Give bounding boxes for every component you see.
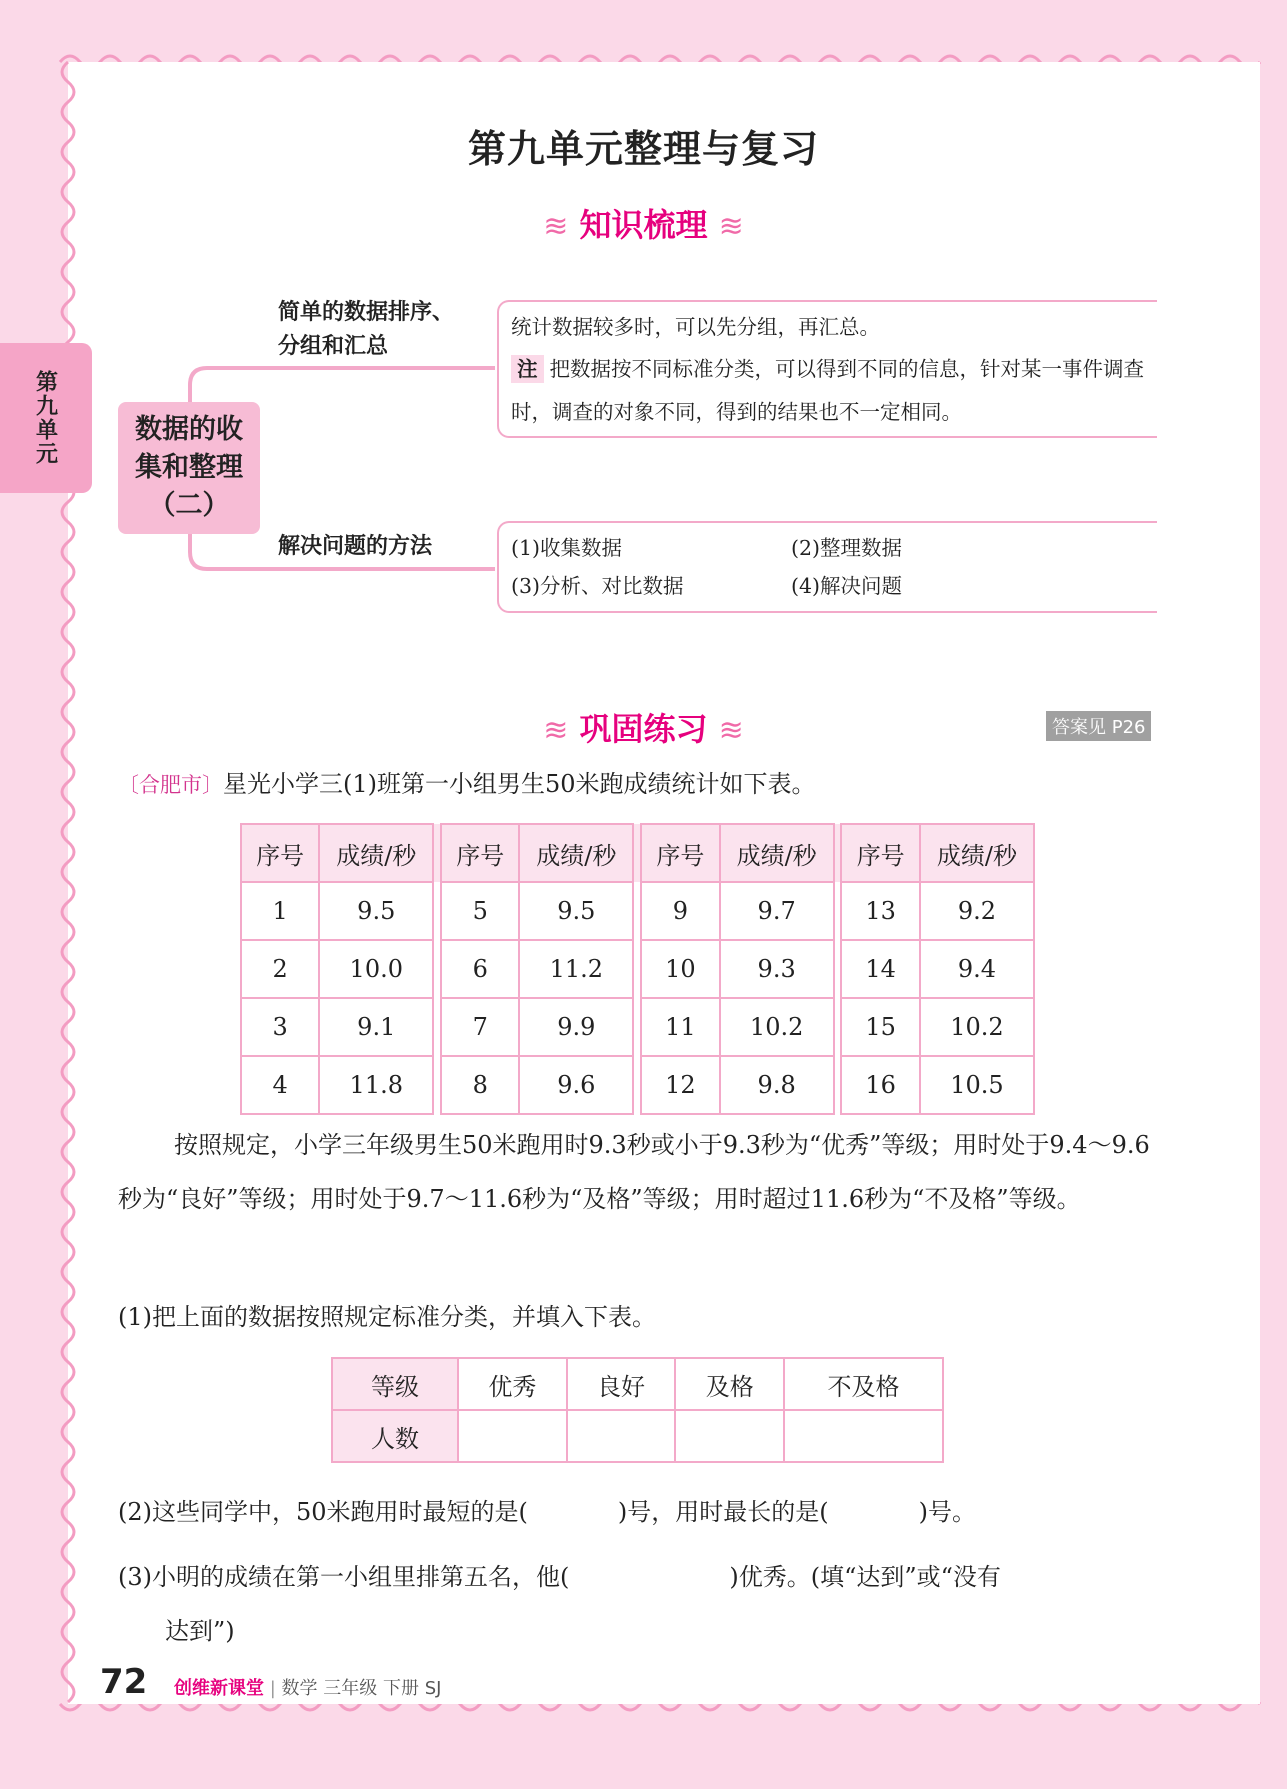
wave-left-icon: ≋ xyxy=(543,209,569,244)
question-2 xyxy=(118,1485,976,1539)
table-row xyxy=(241,940,1034,998)
cell-score: 9.5 xyxy=(519,882,633,940)
header-cell: 序号 xyxy=(441,824,519,882)
steps-row-1 xyxy=(511,529,1157,567)
grade-cell: 优秀 xyxy=(458,1358,567,1410)
question-1: (1)把上面的数据按照规定标准分类，并填入下表。 xyxy=(118,1303,656,1331)
info-note-text: 把数据按不同标准分类，可以得到不同的信息，针对某一事件调查时，调查的对象不同，得到的结果也不一定相同。 xyxy=(511,357,1144,424)
question-intro-text: 星光小学三(1)班第一小组男生50米跑成绩统计如下表。 xyxy=(223,770,816,798)
wave-right-icon: ≋ xyxy=(718,209,744,244)
topic-box xyxy=(118,402,260,534)
cell-score: 9.7 xyxy=(720,882,834,940)
grade-table xyxy=(331,1357,944,1463)
note-tag: 注 xyxy=(511,355,544,383)
cell-score: 11.2 xyxy=(519,940,633,998)
cell-score: 10.2 xyxy=(920,998,1034,1056)
knowledge-heading-text: 知识梳理 xyxy=(579,206,708,244)
wave-right-icon: ≋ xyxy=(718,713,744,748)
grade-table-row-counts xyxy=(332,1410,943,1462)
table-row xyxy=(241,882,1034,940)
wave-left-icon: ≋ xyxy=(543,713,569,748)
cell-student-number: 3 xyxy=(241,998,319,1056)
grade-cell: 良好 xyxy=(567,1358,676,1410)
grading-rule: 按照规定，小学三年级男生50米跑用时9.3秒或小于9.3秒为“优秀”等级；用时处于9.4～9.6秒为“良好”等级；用时处于9.7～11.6秒为“及格”等级；用时超过11.6秒为“不及格”等级。 xyxy=(118,1131,1150,1213)
cell-score: 9.5 xyxy=(319,882,433,940)
cell-student-number: 6 xyxy=(441,940,519,998)
branch-label-method: 解决问题的方法 xyxy=(278,534,433,559)
cell-student-number: 10 xyxy=(641,940,719,998)
cell-student-number: 13 xyxy=(841,882,919,940)
cell-student-number: 15 xyxy=(841,998,919,1056)
table-row xyxy=(241,998,1034,1056)
cell-student-number: 7 xyxy=(441,998,519,1056)
header-cell: 成绩/秒 xyxy=(920,824,1034,882)
count-input-excellent[interactable] xyxy=(458,1410,567,1462)
scores-table-body xyxy=(241,882,1034,1114)
footer-details: 数学 三年级 下册 SJ xyxy=(281,1678,442,1699)
topic-title: 数据的收集和整理（二） xyxy=(135,414,243,521)
grade-cell: 不及格 xyxy=(784,1358,943,1410)
cell-score: 10.0 xyxy=(319,940,433,998)
practice-heading-text: 巩固练习 xyxy=(579,710,708,748)
count-input-fail[interactable] xyxy=(784,1410,943,1462)
question-3 xyxy=(118,1550,1001,1604)
branch-label-sorting: 简单的数据排序、分组和汇总 xyxy=(278,300,455,359)
step-3: (3)分析、对比数据 xyxy=(511,574,684,598)
question-3-part-a: (3)小明的成绩在第一小组里排第五名，他( xyxy=(118,1563,570,1591)
info-box-method xyxy=(497,521,1157,613)
question-2-part-a: (2)这些同学中，50米跑用时最短的是( xyxy=(118,1498,528,1526)
header-cell: 成绩/秒 xyxy=(319,824,433,882)
cell-score: 9.8 xyxy=(720,1056,834,1114)
cell-student-number: 14 xyxy=(841,940,919,998)
question-2-part-c: )号。 xyxy=(918,1498,977,1526)
page-title: 第九单元整理与复习 xyxy=(467,126,819,171)
cell-student-number: 2 xyxy=(241,940,319,998)
cell-score: 11.8 xyxy=(319,1056,433,1114)
table-row xyxy=(241,1056,1034,1114)
question-3-continued: 达到”) xyxy=(165,1617,235,1645)
cell-score: 9.3 xyxy=(720,940,834,998)
step-2: (2)整理数据 xyxy=(791,536,903,560)
table-header-row xyxy=(241,824,1034,882)
page-number: 72 xyxy=(100,1662,148,1702)
question-3-part-b: )优秀。(填“达到”或“没有 xyxy=(729,1563,1001,1591)
cell-score: 9.6 xyxy=(519,1056,633,1114)
header-cell: 成绩/秒 xyxy=(519,824,633,882)
info-box-sorting xyxy=(497,300,1157,438)
count-input-pass[interactable] xyxy=(675,1410,784,1462)
cell-score: 9.4 xyxy=(920,940,1034,998)
step-4: (4)解决问题 xyxy=(791,574,903,598)
cell-student-number: 8 xyxy=(441,1056,519,1114)
question-2-part-b: )号，用时最长的是( xyxy=(617,1498,829,1526)
grade-table-row-levels xyxy=(332,1358,943,1410)
cell-student-number: 11 xyxy=(641,998,719,1056)
cell-score: 10.2 xyxy=(720,998,834,1056)
header-cell: 序号 xyxy=(241,824,319,882)
header-cell: 成绩/秒 xyxy=(720,824,834,882)
footer-brand: 创维新课堂 xyxy=(174,1678,264,1699)
scores-table xyxy=(240,823,1035,1115)
unit-side-tab-label: 第九单元 xyxy=(32,370,59,466)
steps-row-2 xyxy=(511,567,1157,605)
step-1: (1)收集数据 xyxy=(511,536,623,560)
cell-student-number: 4 xyxy=(241,1056,319,1114)
grade-cell: 及格 xyxy=(675,1358,784,1410)
cell-student-number: 5 xyxy=(441,882,519,940)
grade-cell-header: 等级 xyxy=(332,1358,458,1410)
cell-score: 9.1 xyxy=(319,998,433,1056)
cell-student-number: 12 xyxy=(641,1056,719,1114)
cell-score: 9.2 xyxy=(920,882,1034,940)
cell-score: 9.9 xyxy=(519,998,633,1056)
info-line-1: 统计数据较多时，可以先分组，再汇总。 xyxy=(511,315,880,339)
answer-reference-badge: 答案见 P26 xyxy=(1046,711,1151,741)
header-cell: 序号 xyxy=(841,824,919,882)
source-tag: 〔合肥市〕 xyxy=(118,773,223,797)
grade-cell-header: 人数 xyxy=(332,1410,458,1462)
question-intro xyxy=(118,757,816,812)
count-input-good[interactable] xyxy=(567,1410,676,1462)
header-cell: 序号 xyxy=(641,824,719,882)
footer-info: 创维新课堂 | 数学 三年级 下册 SJ xyxy=(174,1678,442,1699)
cell-score: 10.5 xyxy=(920,1056,1034,1114)
cell-student-number: 9 xyxy=(641,882,719,940)
info-note xyxy=(511,348,1157,434)
cell-student-number: 1 xyxy=(241,882,319,940)
cell-student-number: 16 xyxy=(841,1056,919,1114)
